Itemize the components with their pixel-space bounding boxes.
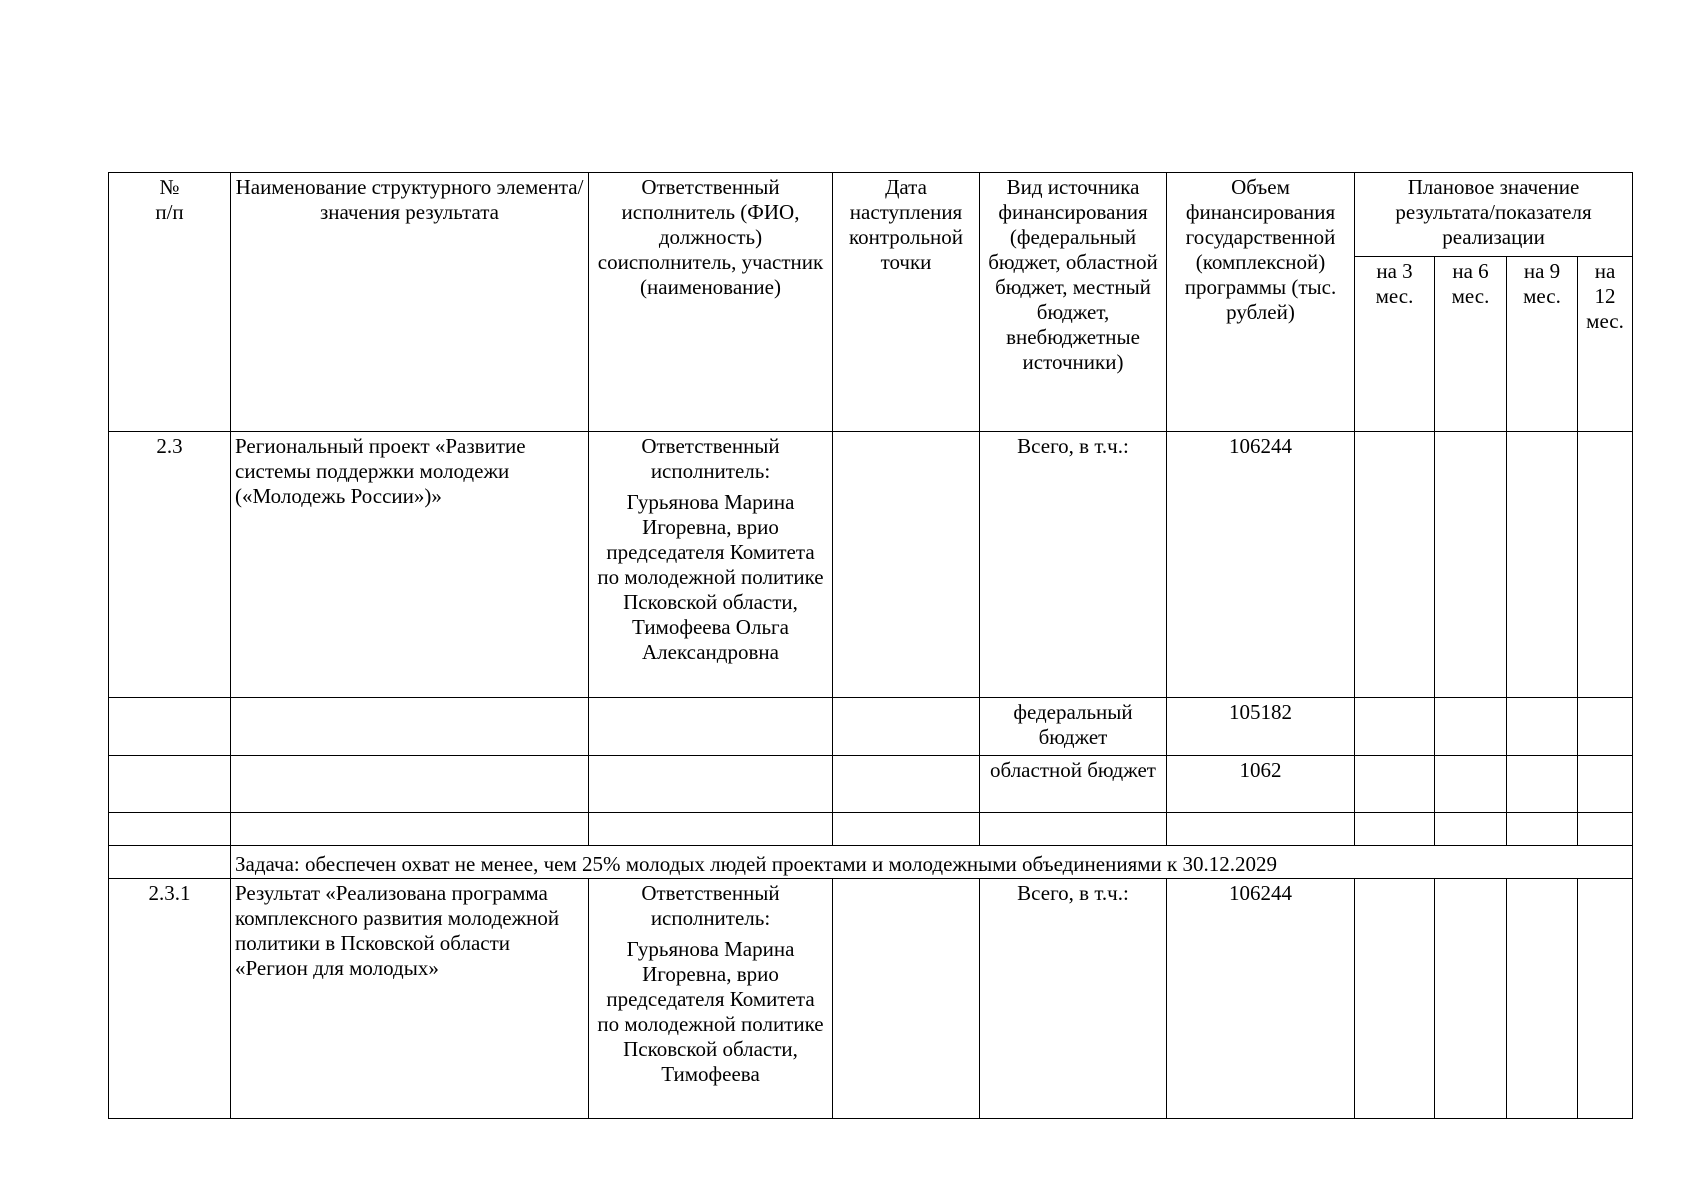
header-3-months: на 3 мес. bbox=[1355, 257, 1435, 432]
responsible-label: Ответственный исполнитель: bbox=[641, 434, 780, 483]
row-responsible bbox=[589, 879, 833, 1119]
row-name: Результат «Реализована программа комплексного развития молодежной политики в Псковской области «Регион для молодых» bbox=[231, 879, 589, 1119]
row-source: федеральный бюджет bbox=[980, 698, 1167, 756]
row-number bbox=[109, 756, 231, 813]
table-row bbox=[109, 756, 1633, 813]
row-source: Всего, в т.ч.: bbox=[980, 432, 1167, 698]
table-row-empty bbox=[109, 813, 1633, 846]
row-name bbox=[231, 756, 589, 813]
table-row bbox=[109, 432, 1633, 698]
row-plan-6 bbox=[1435, 756, 1507, 813]
empty-cell bbox=[1167, 813, 1355, 846]
row-plan-3 bbox=[1355, 879, 1435, 1119]
table-row bbox=[109, 879, 1633, 1119]
row-number: 2.3 bbox=[109, 432, 231, 698]
header-plan: Плановое значение результата/показателя реализации bbox=[1355, 173, 1633, 257]
responsible-person: Гурьянова Марина Игоревна, врио председателя Комитета по молодежной политике Псковской области, Тимофеева bbox=[597, 937, 824, 1086]
row-plan-6 bbox=[1435, 698, 1507, 756]
empty-cell bbox=[1355, 813, 1435, 846]
row-plan-9 bbox=[1507, 879, 1578, 1119]
header-responsible: Ответственный исполнитель (ФИО, должность) соисполнитель, участник (наименование) bbox=[589, 173, 833, 432]
empty-cell bbox=[1507, 813, 1578, 846]
empty-cell bbox=[833, 813, 980, 846]
row-number bbox=[109, 698, 231, 756]
empty-cell bbox=[980, 813, 1167, 846]
row-plan-12 bbox=[1578, 432, 1633, 698]
plan-table-container bbox=[108, 172, 1632, 1119]
header-12-months: на 12 мес. bbox=[1578, 257, 1633, 432]
row-responsible bbox=[589, 698, 833, 756]
row-plan-3 bbox=[1355, 698, 1435, 756]
row-date bbox=[833, 698, 980, 756]
row-plan-6 bbox=[1435, 879, 1507, 1119]
row-plan-12 bbox=[1578, 879, 1633, 1119]
row-plan-12 bbox=[1578, 756, 1633, 813]
row-plan-3 bbox=[1355, 756, 1435, 813]
row-plan-9 bbox=[1507, 756, 1578, 813]
row-number: 2.3.1 bbox=[109, 879, 231, 1119]
header-name: Наименование структурного элемента/ значения результата bbox=[231, 173, 589, 432]
task-row bbox=[109, 846, 1633, 879]
row-volume: 1062 bbox=[1167, 756, 1355, 813]
responsible-person: Гурьянова Марина Игоревна, врио председателя Комитета по молодежной политике Псковской области, Тимофеева Ольга Александровна bbox=[597, 490, 824, 664]
header-row bbox=[109, 173, 1633, 257]
empty-cell bbox=[231, 813, 589, 846]
row-name: Региональный проект «Развитие системы поддержки молодежи («Молодежь России»)» bbox=[231, 432, 589, 698]
row-date bbox=[833, 756, 980, 813]
row-plan-12 bbox=[1578, 698, 1633, 756]
row-date bbox=[833, 432, 980, 698]
responsible-label: Ответственный исполнитель: bbox=[641, 881, 780, 930]
row-name bbox=[231, 698, 589, 756]
row-volume: 106244 bbox=[1167, 432, 1355, 698]
row-volume: 106244 bbox=[1167, 879, 1355, 1119]
empty-cell bbox=[589, 813, 833, 846]
row-source: Всего, в т.ч.: bbox=[980, 879, 1167, 1119]
row-plan-3 bbox=[1355, 432, 1435, 698]
row-source: областной бюджет bbox=[980, 756, 1167, 813]
plan-table bbox=[108, 172, 1633, 1119]
row-volume: 105182 bbox=[1167, 698, 1355, 756]
empty-cell bbox=[1578, 813, 1633, 846]
header-6-months: на 6 мес. bbox=[1435, 257, 1507, 432]
row-plan-6 bbox=[1435, 432, 1507, 698]
row-date bbox=[833, 879, 980, 1119]
task-number bbox=[109, 846, 231, 879]
task-text: Задача: обеспечен охват не менее, чем 25% молодых людей проектами и молодежными объединениями к 30.12.2029 bbox=[231, 846, 1633, 879]
row-plan-9 bbox=[1507, 698, 1578, 756]
row-plan-9 bbox=[1507, 432, 1578, 698]
empty-cell bbox=[109, 813, 231, 846]
row-responsible bbox=[589, 756, 833, 813]
header-volume: Объем финансирования государственной (комплексной) программы (тыс. рублей) bbox=[1167, 173, 1355, 432]
header-num: № п/п bbox=[109, 173, 231, 432]
header-source: Вид источника финансирования (федеральный бюджет, областной бюджет, местный бюджет, внебюджетные источники) bbox=[980, 173, 1167, 432]
header-9-months: на 9 мес. bbox=[1507, 257, 1578, 432]
row-responsible bbox=[589, 432, 833, 698]
empty-cell bbox=[1435, 813, 1507, 846]
table-row bbox=[109, 698, 1633, 756]
header-date: Дата наступления контрольной точки bbox=[833, 173, 980, 432]
